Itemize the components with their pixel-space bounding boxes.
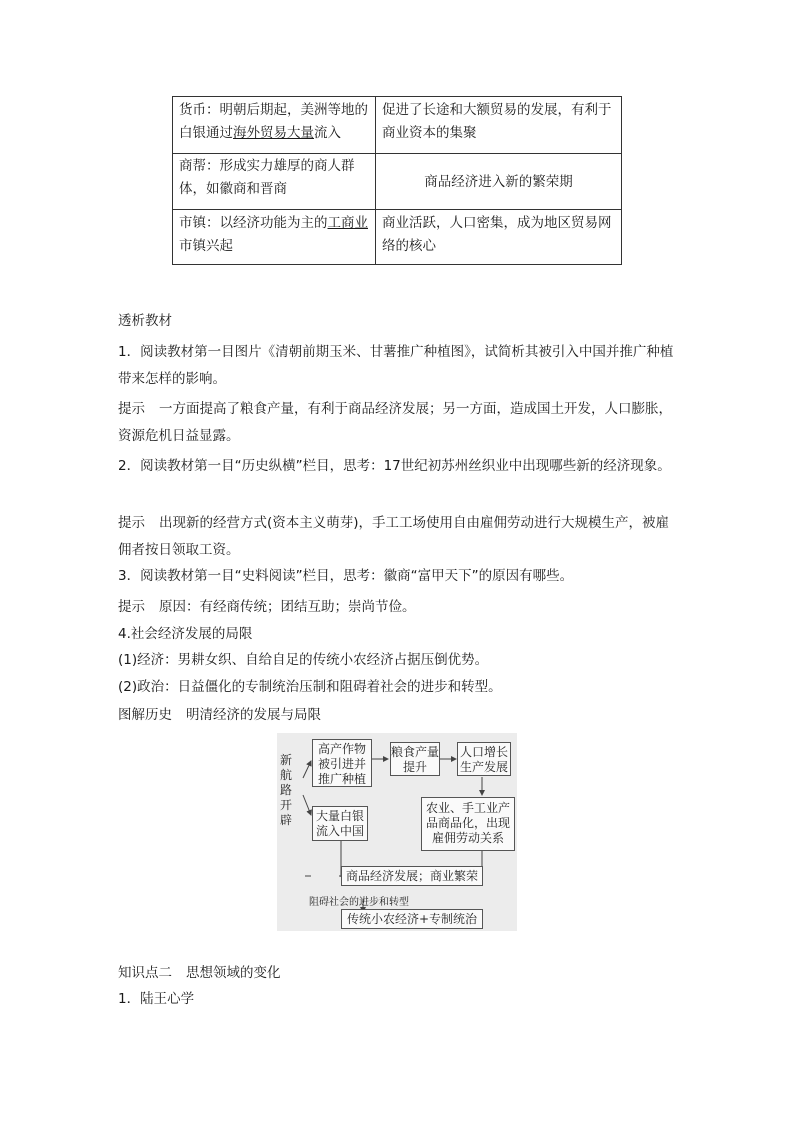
box-commerce: 商品经济发展；商业繁荣: [341, 866, 483, 886]
answer-3: 提示 原因：有经商传统；团结互助；崇尚节俭。: [118, 599, 416, 615]
knowledge-point-2-item-1: 1．陆王心学: [118, 991, 195, 1007]
box-commodity: 农业、手工业产品商品化，出现雇佣劳动关系: [421, 797, 515, 851]
flow-diagram: [277, 733, 517, 931]
section-title: 透析教材: [118, 313, 172, 329]
hint-label: 提示: [118, 515, 145, 531]
hint-label: 提示: [118, 599, 145, 615]
table-cell-market-towns: 市镇：以经济功能为主的工商业市镇兴起: [173, 210, 376, 265]
table-row: [173, 210, 622, 265]
question-1: 1．阅读教材第一目图片《清朝前期玉米、甘薯推广种植图》，试简析其被引入中国并推广种植带来怎样的影响。: [118, 344, 674, 387]
table-cell-merchant-guilds-effect: 商品经济进入新的繁荣期: [376, 154, 622, 210]
hint-label: 提示: [118, 401, 145, 417]
question-3: 3．阅读教材第一目“史料阅读”栏目，思考：徽商“富甲天下”的原因有哪些。: [118, 568, 574, 584]
diagram-title: 图解历史 明清经济的发展与局限: [118, 707, 321, 723]
table-cell-currency: 货币：明朝后期起，美洲等地的白银通过海外贸易大量流入: [173, 97, 376, 154]
heading-4: 4.社会经济发展的局限: [118, 626, 253, 642]
box-grain: 粮食产量提升: [390, 742, 440, 776]
answer-1: 提示 一方面提高了粮食产量，有利于商品经济发展；另一方面，造成国土开发，人口膨胀，资源危机日益显露。: [118, 401, 672, 444]
label-hinder: 阻碍社会的进步和转型: [309, 897, 409, 908]
question-2: 2．阅读教材第一目“历史纵横”栏目，思考：17世纪初苏州丝织业中出现哪些新的经济现象。: [118, 458, 671, 474]
paragraph-economy: (1)经济：男耕女织、自给自足的传统小农经济占据压倒优势。: [118, 652, 489, 668]
knowledge-point-2: 知识点二 思想领域的变化: [118, 965, 281, 981]
table-cell-currency-effect: 促进了长途和大额贸易的发展，有利于商业资本的集聚: [376, 97, 622, 154]
answer-2: 提示 出现新的经营方式(资本主义萌芽)，手工工场使用自由雇佣劳动进行大规模生产，被雇佣者按日领取工资。: [118, 515, 670, 558]
box-traditional: 传统小农经济+专制统治: [341, 909, 483, 929]
box-crops: 高产作物被引进并推广种植: [312, 739, 372, 787]
box-silver: 大量白银流入中国: [312, 806, 368, 841]
arrow-to-crops: [303, 761, 311, 778]
arrow-to-silver: [303, 795, 311, 815]
table-cell-merchant-guilds: 商帮：形成实力雄厚的商人群体，如徽商和晋商: [173, 154, 376, 210]
table-cell-market-towns-effect: 商业活跃，人口密集，成为地区贸易网络的核心: [376, 210, 622, 265]
box-population: 人口增长生产发展: [457, 742, 511, 776]
table-row: [173, 97, 622, 154]
economy-table: [172, 96, 622, 265]
paragraph-politics: (2)政治：日益僵化的专制统治压制和阻碍着社会的进步和转型。: [118, 679, 502, 695]
side-label-new-route: 新航路开辟: [280, 753, 293, 827]
table-row: [173, 154, 622, 210]
